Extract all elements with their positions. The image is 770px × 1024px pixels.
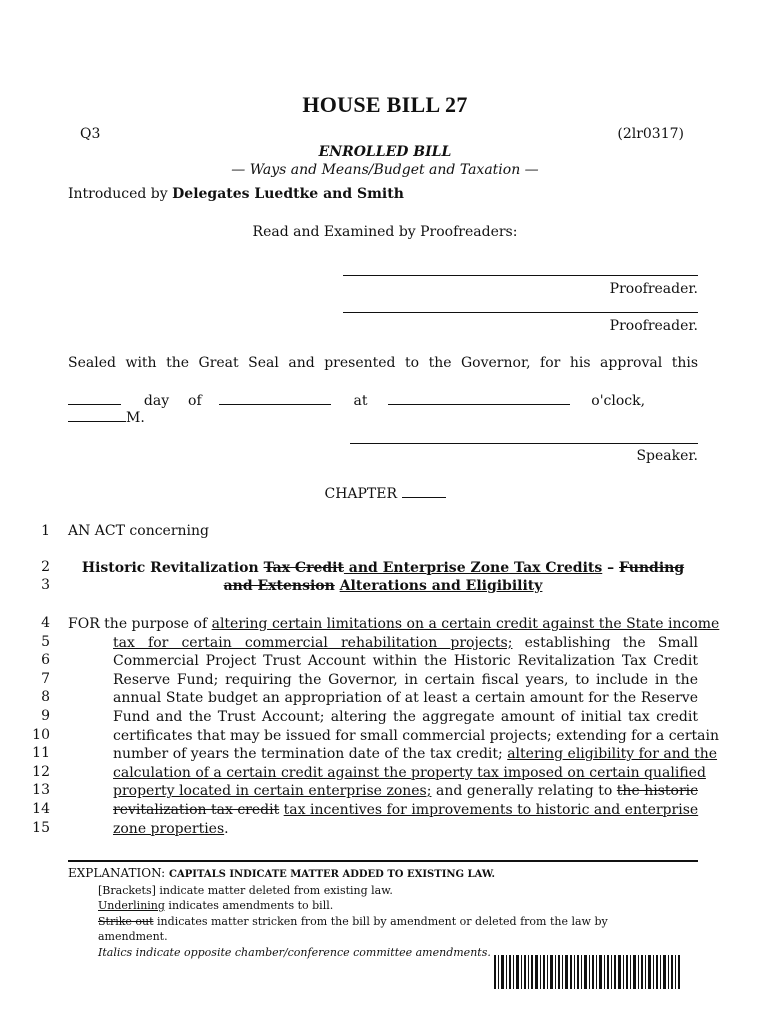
heading-underlined: Alterations and Eligibility [339,578,543,594]
brackets-word: [Brackets] [98,883,156,897]
line-number: 3 [41,577,50,593]
purpose-line: Reserve Fund; requiring the Governor, in certain fiscal years, to include in the [113,671,698,688]
sealed-statement: Sealed with the Great Seal and presented to the Governor, for his approval this [68,355,698,371]
speaker-label: Speaker. [636,448,698,464]
explanation-divider [68,860,698,862]
purpose-line [68,820,698,839]
line-number: 1 [41,523,50,539]
strike-word: Strike out [98,914,154,928]
purpose-line [68,615,720,634]
draft-code: (2lr0317) [617,126,684,142]
purpose-line [68,764,706,783]
purpose-underlined: calculation of a certain credit against the property tax imposed on certain qualified [113,764,706,781]
line-number: 2 [41,559,50,575]
purpose-text: and generally relating to [431,783,617,800]
line-number: 5 [41,633,50,650]
m-word: M. [126,410,145,426]
purpose-line [68,745,718,764]
purpose-text: establishing the Small [512,634,698,651]
line-number: 4 [41,615,50,631]
bill-title: HOUSE BILL 27 [302,92,468,117]
chapter-word: CHAPTER [324,486,398,502]
explanation-strike [68,914,608,930]
line-number: 10 [32,726,50,743]
oclock-word: o'clock, [591,393,646,409]
month-blank [219,392,331,405]
explanation-underlining [68,898,608,914]
of-word: of [188,393,202,409]
underlining-word: Underlining [98,899,165,912]
heading-part: – [602,560,619,576]
purpose-underlined: tax incentives for improvements to historic and enterprise [283,801,699,818]
purpose-text: . [224,820,229,837]
heading-struck: Tax Credit [263,560,344,576]
purpose-paragraph [68,615,720,838]
purpose-struck: the historic [616,783,698,800]
enrolled-bill-label: ENROLLED BILL [318,144,452,160]
line-number: 14 [32,801,50,817]
proofreader-label-1: Proofreader. [609,281,698,297]
day-word: day [143,393,170,409]
line-number: 9 [41,708,50,724]
line-number: 6 [41,652,50,669]
barcode-image [494,955,680,989]
purpose-line [68,782,698,801]
explanation-heading [68,866,608,883]
purpose-line: annual State budget an appropriation of at least a certain amount for the Reserve [113,690,698,707]
date-time-line [68,392,698,426]
line-number: 12 [32,763,50,780]
line-number: 8 [41,689,50,706]
brackets-text: indicate matter deleted from existing law. [155,883,393,897]
purpose-line: Commercial Project Trust Account within the Historic Revitalization Tax Credit [113,653,698,670]
introduced-by [68,186,404,202]
day-blank [68,392,121,405]
purpose-underlined: zone properties [113,820,225,837]
explanation-strike-cont: amendment. [98,930,168,943]
proofreader-signature-line-2 [343,312,698,313]
heading-underlined: and Enterprise Zone Tax Credits [343,560,603,576]
purpose-underlined: tax for certain commercial rehabilitation projects; [113,634,513,651]
explanation-brackets [68,883,608,899]
sponsors: Delegates Luedtke and Smith [172,186,404,202]
proofreader-signature-line-1 [343,275,698,276]
purpose-text: number of years the termination date of the tax credit; [113,746,508,763]
strike-text: indicates matter stricken from the bill by amendment or deleted from the law by [153,914,608,928]
heading-struck: Funding and Extension [223,560,685,594]
read-examined-label: Read and Examined by Proofreaders: [252,224,518,240]
line-number: 13 [32,782,50,799]
line-number: 7 [41,670,50,687]
underlining-text: indicates amendments to bill. [164,899,334,912]
speaker-signature-line [350,443,698,444]
chapter-blank [402,485,446,498]
explanation-italics: Italics indicate opposite chamber/conference committee amendments. [98,945,491,959]
at-word: at [353,393,368,409]
purpose-line [68,801,698,820]
introduced-prefix: Introduced by [68,186,173,202]
heading-part: Historic Revitalization [81,560,264,576]
proofreader-label-2: Proofreader. [609,318,698,334]
explanation-block [68,866,608,960]
an-act-concerning: AN ACT concerning [68,523,209,539]
line-number: 15 [32,819,50,836]
time-blank [388,392,570,405]
subject-code: Q3 [80,126,101,142]
purpose-underlined: altering certain limitations on a certain credit against the State income [211,616,720,632]
purpose-struck: revitalization tax credit [113,801,280,818]
meridiem-blank [68,409,126,422]
purpose-line: certificates that may be issued for small commercial projects; extending for a certain [113,727,719,744]
committee-line: — Ways and Means/Budget and Taxation — [231,162,539,178]
bill-heading [68,559,698,595]
chapter-line [0,485,770,502]
purpose-underlined: property located in certain enterprise zones; [113,783,432,800]
purpose-underlined: altering eligibility for and the [507,746,718,763]
line-number: 11 [32,745,50,762]
explanation-caps: CAPITALS INDICATE MATTER ADDED TO EXISTING LAW. [169,869,495,880]
explanation-label: EXPLANATION: [68,866,170,880]
purpose-line: Fund and the Trust Account; altering the aggregate amount of initial tax credit [113,708,698,725]
purpose-text: FOR the purpose of [68,616,212,632]
purpose-line [68,634,698,653]
